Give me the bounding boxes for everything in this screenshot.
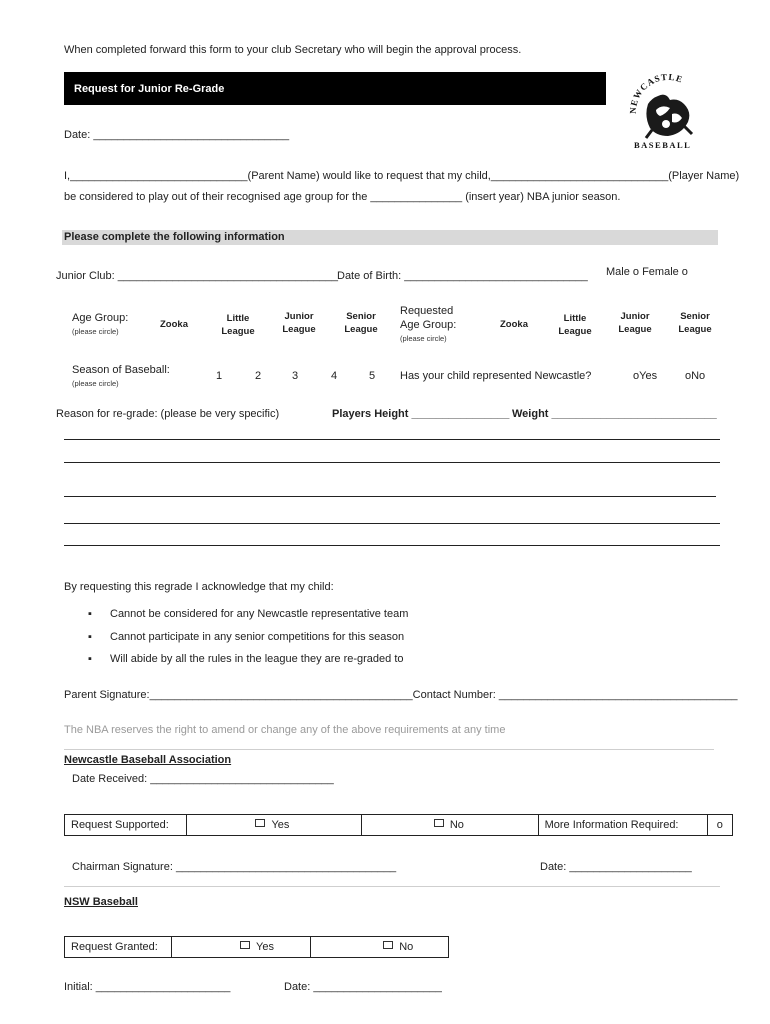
age-group-senior-line1: Senior [346,311,376,322]
request-granted-table [64,936,449,958]
season-note: (please circle) [72,379,119,388]
requested-age-group-label [400,305,456,331]
requested-little-line1: Little [563,313,587,324]
bullet-text: Cannot be considered for any Newcastle representative team [110,608,409,620]
weight-field[interactable]: Weight ___________________________ [512,408,717,420]
intro-text: When completed forward this form to your club Secretary who will begin the approval process. [64,44,522,56]
reason-line[interactable] [64,523,720,524]
logo-bottom-text: BASEBALL [634,140,692,150]
requested-junior-league[interactable] [615,311,655,335]
bullet-icon: ▪ [88,608,92,620]
junior-club-field[interactable]: Junior Club: ____________________________________ [56,270,338,282]
nsw-section-title: NSW Baseball [64,896,138,908]
no-label: No [449,819,464,831]
season-label: Season of Baseball: [72,364,170,376]
represented-question: Has your child represented Newcastle? [400,370,592,382]
players-height-field[interactable]: Players Height ________________ [332,408,510,420]
bullet-text: Cannot participate in any senior competitions for this season [110,631,405,643]
represented-yes-option[interactable]: οYes [633,370,658,382]
age-group-senior-league[interactable] [341,311,381,335]
age-group-little-line2: League [221,326,255,337]
requested-senior-line1: Senior [680,311,710,322]
more-info-option[interactable]: ο [707,815,732,836]
request-supported-yes[interactable] [187,815,361,836]
request-granted-no[interactable] [311,937,449,958]
gender-options[interactable]: Male ο Female ο [606,266,688,278]
bullet-icon: ▪ [88,653,92,665]
nba-section-title: Newcastle Baseball Association [64,754,232,766]
season-request-line[interactable]: be considered to play out of their recognised age group for the _______________ (insert year) NBA junior season. [64,191,621,203]
requested-age-group-note: (please circle) [400,334,447,343]
divider [64,886,720,887]
season-option-4[interactable]: 4 [331,370,338,382]
info-section-bar [62,230,718,245]
reason-line[interactable] [64,439,720,440]
parent-signature-field[interactable]: Parent Signature:___________________________________________Contact Number: _______________________________________ [64,689,738,701]
requested-label-line2: Age Group: [400,319,457,331]
checkbox-icon [383,941,393,949]
request-supported-no[interactable] [361,815,538,836]
bullet-icon: ▪ [88,631,92,643]
requested-senior-line2: League [678,324,712,335]
form-title-bar [64,72,606,105]
acknowledge-text: By requesting this regrade I acknowledge that my child: [64,581,334,593]
chairman-date-field[interactable]: Date: ____________________ [540,861,692,873]
no-label: No [399,941,414,953]
requested-label-line1: Requested [400,305,454,317]
age-group-note: (please circle) [72,327,119,336]
requested-junior-line2: League [618,324,652,335]
request-granted-label: Request Granted: [65,937,172,958]
bullet-item [88,631,404,643]
requested-little-league[interactable] [555,313,595,337]
more-info-label: More Information Required: [538,815,707,836]
info-section-title: Please complete the following information [64,231,285,243]
reason-label: Reason for re-grade: (please be very specific) [56,408,280,420]
initial-field[interactable]: Initial: ______________________ [64,981,231,993]
date-received-field[interactable]: Date Received: ______________________________ [72,773,334,785]
reason-line[interactable] [64,545,720,546]
age-group-zooka[interactable]: Zooka [160,319,188,330]
age-group-senior-line2: League [344,324,378,335]
logo-top-text: NEWCASTLE [627,74,685,115]
age-group-junior-line1: Junior [284,311,314,322]
request-supported-table [64,814,733,836]
requested-zooka[interactable]: Zooka [500,319,528,330]
checkbox-icon [240,941,250,949]
bullet-item [88,653,404,665]
reason-line[interactable] [64,496,716,497]
bullet-item [88,608,408,620]
reason-line[interactable] [64,462,720,463]
represented-no-option[interactable]: οNo [685,370,706,382]
age-group-junior-league[interactable] [279,311,319,335]
age-group-little-league[interactable] [218,313,258,337]
nsw-date-field[interactable]: Date: _____________________ [284,981,442,993]
season-option-2[interactable]: 2 [255,370,262,382]
age-group-little-line1: Little [226,313,250,324]
form-title: Request for Junior Re-Grade [74,83,225,95]
season-option-1[interactable]: 1 [216,370,223,382]
yes-label: Yes [256,941,274,953]
parent-request-line[interactable]: I,_____________________________(Parent Name) would like to request that my child,_____________________________(Player Name) [64,170,740,182]
age-group-label: Age Group: [72,312,129,324]
requested-junior-line1: Junior [620,311,650,322]
age-group-junior-line2: League [282,324,316,335]
date-of-birth-field[interactable]: Date of Birth: ______________________________ [337,270,588,282]
request-granted-yes[interactable] [172,937,311,958]
checkbox-icon [434,819,444,827]
season-option-3[interactable]: 3 [292,370,299,382]
checkbox-icon [255,819,265,827]
requested-senior-league[interactable] [675,311,715,335]
date-field[interactable]: Date: ________________________________ [64,129,290,141]
bullet-text: Will abide by all the rules in the league they are re-graded to [110,653,404,665]
chairman-signature-field[interactable]: Chairman Signature: ____________________________________ [72,861,397,873]
yes-label: Yes [271,819,290,831]
disclaimer-text: The NBA reserves the right to amend or change any of the above requirements at any time [64,724,506,736]
request-supported-label: Request Supported: [65,815,187,836]
divider [64,749,714,750]
newcastle-baseball-logo [626,74,710,154]
season-option-5[interactable]: 5 [369,370,376,382]
requested-little-line2: League [558,326,592,337]
